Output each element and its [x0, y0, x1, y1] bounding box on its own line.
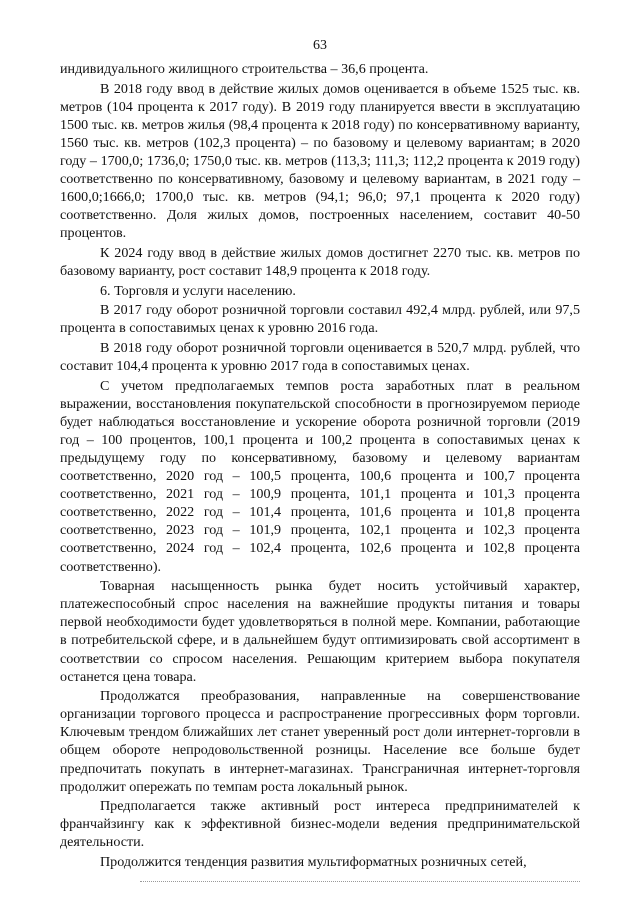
paragraph-retail-2017: В 2017 году оборот розничной торговли составил 492,4 млрд. рублей, или 97,5 процента в сопоставимых ценах к уровню 2016 года.	[60, 302, 580, 337]
paragraph-retail-chains: Продолжится тенденция развития мультиформатных розничных сетей,	[100, 854, 527, 871]
paragraph-continuation: индивидуального жилищного строительства – 36,6 процента.	[60, 61, 429, 77]
section-heading-trade: 6. Торговля и услуги населению.	[100, 282, 296, 299]
paragraph-market-saturation: Товарная насыщенность рынка будет носить устойчивый характер, платежеспособный спрос населения на важнейшие продукты питания и товары первой необходимости будет удовлетворяться в полной мере. Компании, работающие в потребительской сфере, и в дальнейшем будут оптимизировать свой ассортимент в соответствии со спросом населения. Решающим критерием выбора покупателя останется цена товара.	[60, 578, 580, 685]
paragraph-retail-forecast: С учетом предполагаемых темпов роста заработных плат в реальном выражении, восстановления покупательской способности в прогнозируемом периоде будет наблюдаться восстановление и ускорение оборота розничной торговли (2019 год – 100 процентов, 100,1 процента и 100,2 процента в сопоставимых ценах к предыдущему году по консервативному, базовому и целевому вариантам соответственно, 2020 год – 100,5 процента, 100,6 процента и 100,7 процента соответственно, 2021 год – 100,9 процента, 101,1 процента и 101,3 процента соответственно, 2022 год – 101,4 процента, 101,6 процента и 101,8 процента соответственно, 2023 год – 101,9 процента, 102,1 процента и 102,3 процента соответственно, 2024 год – 102,4 процента, 102,6 процента и 102,8 процента соответственно).	[60, 377, 580, 575]
paragraph-retail-2018: В 2018 году оборот розничной торговли оценивается в 520,7 млрд. рублей, что составит 104,4 процента к уровню 2017 года в сопоставимых ценах.	[60, 339, 580, 374]
body-text	[60, 60, 580, 873]
footer-divider	[140, 881, 580, 882]
paragraph-ecommerce: Продолжатся преобразования, направленные на совершенствование организации торгового процесса и распространение прогрессивных форм торговли. Ключевым трендом ближайших лет станет уверенный рост доли интернет-торговли в общем обороте непродовольственной розницы. Население все больше будет предпочитать покупать в интернет-магазинах. Трансграничная интернет-торговля продолжит опережать по темпам роста локальный рынок.	[60, 688, 580, 795]
paragraph-housing-2018: В 2018 году ввод в действие жилых домов оценивается в объеме 1525 тыс. кв. метров (104 процента к 2017 году). В 2019 году планируется ввести в эксплуатацию 1500 тыс. кв. метров жилья (98,4 процента к 2018 году) по консервативному варианту, 1560 тыс. кв. метров (102,3 процента) – по базовому и целевому вариантам; в 2020 году – 1700,0; 1736,0; 1750,0 тыс. кв. метров (113,3; 111,3; 112,2 процента к 2019 году) соответственно по консервативному, базовому и целевому вариантам, в 2021 году – 1600,0;1666,0; 1700,0 тыс. кв. метров (94,1; 96,0; 97,1 процента к 2020 году) соответственно. Доля жилых домов, построенных населением, составит 40-50 процентов.	[60, 80, 580, 242]
paragraph-franchising: Предполагается также активный рост интереса предпринимателей к франчайзингу как к эффективной бизнес-модели ведения предпринимательской деятельности.	[60, 798, 580, 851]
paragraph-housing-2024: К 2024 году ввод в действие жилых домов достигнет 2270 тыс. кв. метров по базовому варианту, рост составит 148,9 процента к 2018 году.	[60, 244, 580, 280]
page-number: 63	[313, 38, 327, 53]
